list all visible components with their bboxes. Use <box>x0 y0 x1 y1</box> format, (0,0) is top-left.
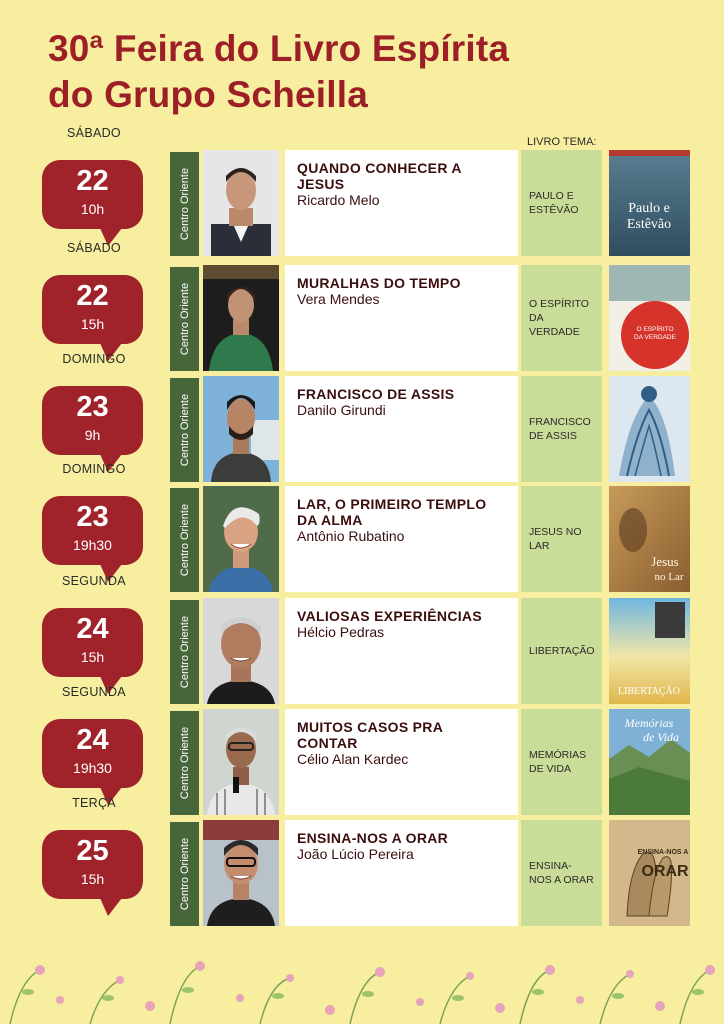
title-line-1: 30ª Feira do Livro Espírita <box>48 28 510 69</box>
date-bubble <box>42 160 143 229</box>
book-theme: O ESPÍRITO DA VERDADE <box>521 265 602 371</box>
talk-title: VALIOSAS EXPERIÊNCIAS <box>297 608 482 624</box>
talk-title: MURALHAS DO TEMPO <box>297 275 461 291</box>
date-bubble <box>42 719 143 788</box>
book-cover <box>609 598 690 704</box>
venue-label: Centro Oriente <box>170 488 199 592</box>
speaker-name: Vera Mendes <box>297 291 380 307</box>
svg-text:DA VERDADE: DA VERDADE <box>634 334 676 341</box>
event-time: 19h30 <box>73 760 112 776</box>
venue-label: Centro Oriente <box>170 378 199 482</box>
event-day: SEGUNDA <box>62 574 126 588</box>
talk-title: FRANCISCO DE ASSIS <box>297 386 455 402</box>
event-day: SÁBADO <box>67 241 121 255</box>
talk-title: MUITOS CASOS PRA CONTAR <box>297 719 443 751</box>
event-date: 23 <box>76 391 109 423</box>
event-day: TERÇA <box>72 796 116 810</box>
talk-info <box>285 376 518 482</box>
speaker-photo <box>203 265 279 371</box>
event-date: 22 <box>76 280 109 312</box>
book-cover <box>609 486 690 592</box>
event-date: 25 <box>76 835 109 867</box>
event-date: 22 <box>76 165 109 197</box>
talk-info <box>285 265 518 371</box>
speaker-photo <box>203 150 279 256</box>
event-day: SÁBADO <box>67 126 121 140</box>
livro-tema-header: LIVRO TEMA: <box>527 136 597 148</box>
book-theme: MEMÓRIAS DE VIDA <box>521 709 602 815</box>
event-row <box>0 796 724 926</box>
svg-text:Estêvão: Estêvão <box>626 217 672 232</box>
svg-text:Paulo e: Paulo e <box>628 201 670 216</box>
talk-info <box>285 820 518 926</box>
event-time: 9h <box>84 427 101 443</box>
speaker-photo <box>203 598 279 704</box>
speaker-photo <box>203 486 279 592</box>
speaker-name: João Lúcio Pereira <box>297 846 414 862</box>
title-line-2: do Grupo Scheilla <box>48 74 368 115</box>
event-date: 24 <box>76 613 109 645</box>
venue-label: Centro Oriente <box>170 711 199 815</box>
book-cover <box>609 265 690 371</box>
book-cover <box>609 150 690 256</box>
talk-info <box>285 150 518 256</box>
talk-info <box>285 486 518 592</box>
date-bubble <box>42 830 143 899</box>
book-cover <box>609 376 690 482</box>
date-bubble <box>42 275 143 344</box>
date-bubble <box>42 386 143 455</box>
event-time: 15h <box>80 316 105 332</box>
book-theme: ENSINA-NOS A ORAR <box>521 820 602 926</box>
venue-label: Centro Oriente <box>170 822 199 926</box>
speaker-photo <box>203 709 279 815</box>
venue-label: Centro Oriente <box>170 600 199 704</box>
event-date: 23 <box>76 501 109 533</box>
svg-text:no Lar: no Lar <box>654 571 684 583</box>
svg-text:ENSINA-NOS A: ENSINA-NOS A <box>637 849 689 856</box>
svg-text:Memórias: Memórias <box>624 716 674 730</box>
speaker-photo <box>203 376 279 482</box>
event-time: 15h <box>80 871 105 887</box>
event-date: 24 <box>76 724 109 756</box>
speaker-name: Hélcio Pedras <box>297 624 385 640</box>
talk-title: LAR, O PRIMEIRO TEMPLO DA ALMA <box>297 496 487 528</box>
event-time: 15h <box>80 649 105 665</box>
flower-decoration <box>0 940 724 1024</box>
svg-text:Jesus: Jesus <box>651 554 679 569</box>
talk-title: ENSINA-NOS A ORAR <box>297 830 449 846</box>
book-theme: LIBERTAÇÃO <box>521 598 602 704</box>
event-day: DOMINGO <box>62 352 126 366</box>
svg-text:O ESPÍRITO: O ESPÍRITO <box>636 326 674 333</box>
book-theme: FRANCISCO DE ASSIS <box>521 376 602 482</box>
event-time: 10h <box>80 201 105 217</box>
speaker-photo <box>203 820 279 926</box>
event-time: 19h30 <box>73 537 112 553</box>
talk-info <box>285 598 518 704</box>
talk-info <box>285 709 518 815</box>
book-theme: JESUS NO LAR <box>521 486 602 592</box>
speaker-name: Célio Alan Kardec <box>297 751 409 767</box>
date-bubble <box>42 608 143 677</box>
speaker-name: Danilo Girundi <box>297 402 386 418</box>
venue-label: Centro Oriente <box>170 152 199 256</box>
svg-text:LIBERTAÇÃO: LIBERTAÇÃO <box>618 686 680 697</box>
page-title <box>48 26 509 118</box>
book-cover <box>609 820 690 926</box>
talk-title: QUANDO CONHECER A JESUS <box>297 160 462 192</box>
speaker-name: Ricardo Melo <box>297 192 380 208</box>
svg-text:ORAR: ORAR <box>641 863 689 880</box>
event-day: SEGUNDA <box>62 685 126 699</box>
date-bubble <box>42 496 143 565</box>
svg-text:de Vida: de Vida <box>642 730 680 744</box>
book-theme: PAULO E ESTÊVÃO <box>521 150 602 256</box>
venue-label: Centro Oriente <box>170 267 199 371</box>
speaker-name: Antônio Rubatino <box>297 528 405 544</box>
book-cover <box>609 709 690 815</box>
event-day: DOMINGO <box>62 462 126 476</box>
